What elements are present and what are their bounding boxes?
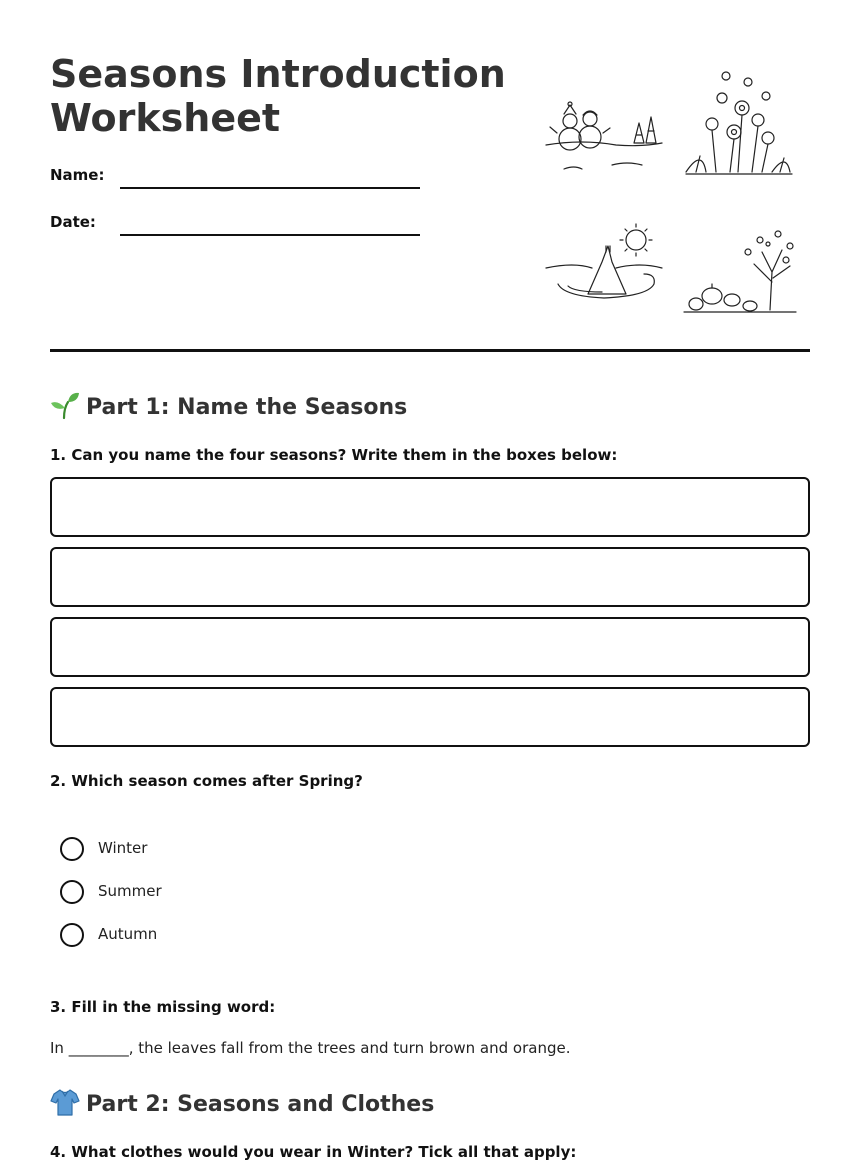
header-divider (50, 349, 810, 352)
season-answer-box-1[interactable] (50, 477, 810, 537)
shirt-icon (50, 1087, 80, 1117)
option-autumn-label: Autumn (98, 925, 158, 943)
part2-heading (50, 1087, 434, 1117)
tree-pumpkins-autumn-icon (682, 222, 798, 314)
snowmen-winter-icon (542, 95, 666, 175)
question-1: 1. Can you name the four seasons? Write them in the boxes below: (50, 446, 618, 464)
question-3: 3. Fill in the missing word: (50, 998, 276, 1016)
option-summer-radio[interactable] (60, 880, 84, 904)
question-2: 2. Which season comes after Spring? (50, 772, 363, 790)
season-answer-box-2[interactable] (50, 547, 810, 607)
name-field[interactable] (120, 187, 420, 189)
part1-heading (50, 390, 407, 420)
question-4: 4. What clothes would you wear in Winter? Tick all that apply: (50, 1143, 577, 1161)
seedling-icon (50, 390, 80, 420)
part2-heading-text: Part 2: Seasons and Clothes (86, 1092, 435, 1117)
part1-heading-text: Part 1: Name the Seasons (86, 395, 408, 420)
date-field[interactable] (120, 234, 420, 236)
season-answer-box-3[interactable] (50, 617, 810, 677)
sandcastle-summer-icon (544, 222, 664, 304)
fill-in-sentence: In ________, the leaves fall from the trees and turn brown and orange. (50, 1039, 571, 1057)
option-winter-radio[interactable] (60, 837, 84, 861)
season-answer-box-4[interactable] (50, 687, 810, 747)
page-title: Seasons Introduction Worksheet (50, 52, 506, 140)
name-label: Name: (50, 166, 105, 184)
option-summer-label: Summer (98, 882, 162, 900)
flowers-spring-icon (682, 68, 796, 180)
option-autumn-radio[interactable] (60, 923, 84, 947)
date-label: Date: (50, 213, 96, 231)
option-winter-label: Winter (98, 839, 148, 857)
